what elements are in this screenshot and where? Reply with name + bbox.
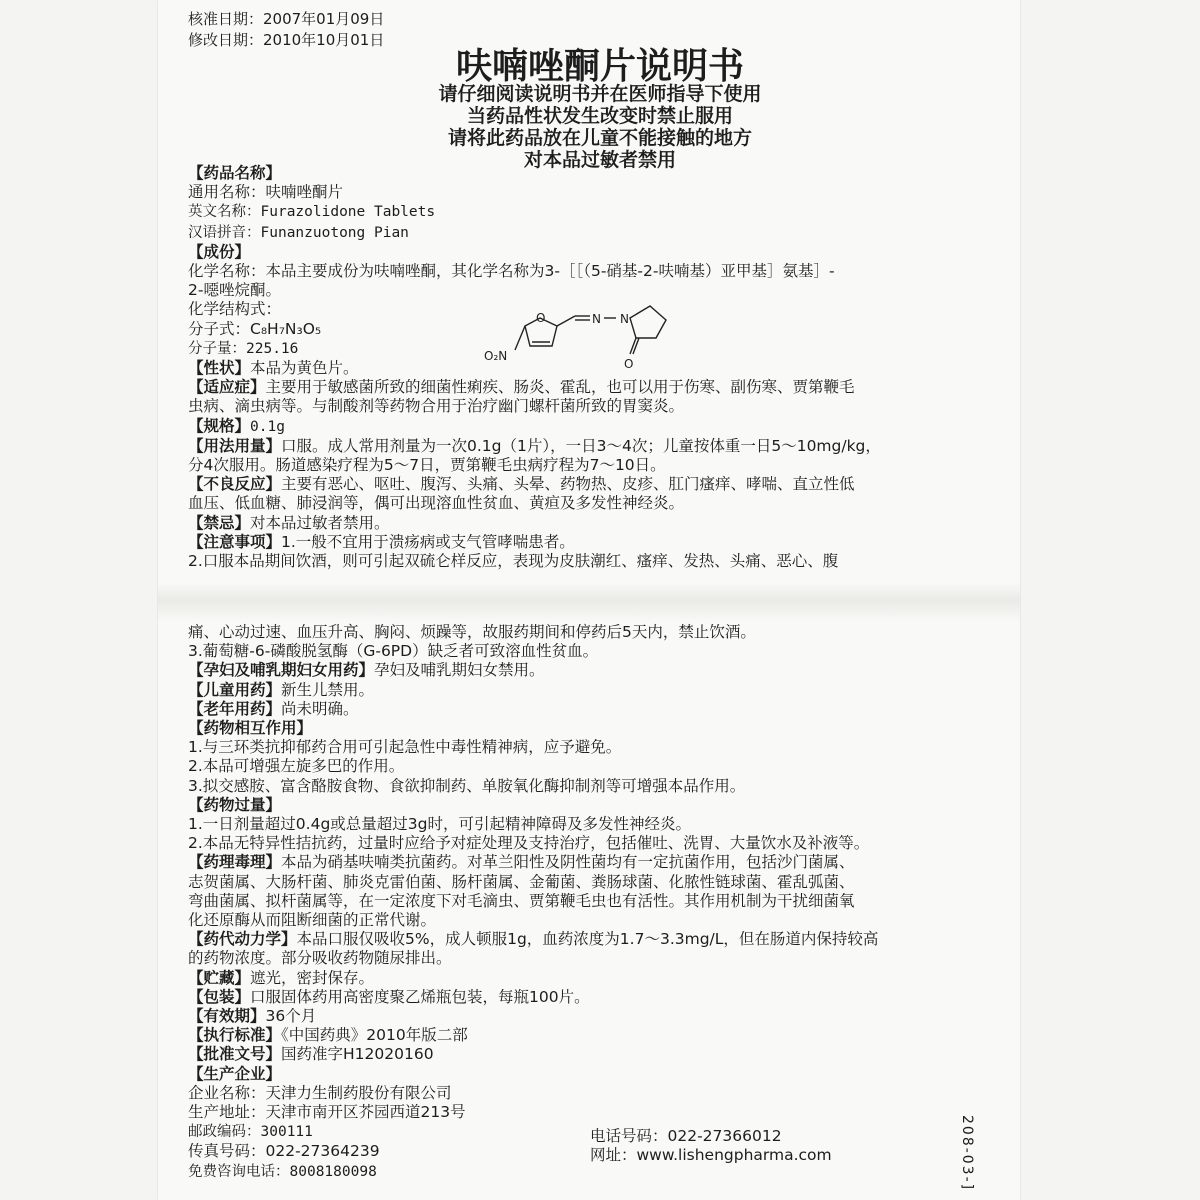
text-line bbox=[188, 378, 1008, 397]
body-text: 3.拟交感胺、富含酪胺食物、食欲抑制药、单胺氧化酶抑制剂等可增强本品作用。 bbox=[188, 776, 746, 795]
text-line bbox=[188, 853, 1008, 872]
section-heading: 【老年用药】 bbox=[188, 699, 282, 718]
text-line bbox=[188, 1045, 1008, 1064]
text-line bbox=[188, 514, 1008, 533]
text-line bbox=[188, 777, 1008, 796]
text-line bbox=[188, 757, 1008, 776]
body-text: 虫病、滴虫病等。与制酸剂等药物合用于治疗幽门螺杆菌所致的胃窦炎。 bbox=[188, 397, 685, 416]
phone-number: 电话号码：022-27366012 bbox=[590, 1127, 782, 1145]
text-line bbox=[188, 494, 1008, 513]
section-heading: 【不良反应】 bbox=[188, 475, 282, 494]
body-text: 0.1g bbox=[250, 418, 285, 435]
text-line bbox=[188, 700, 1008, 719]
body-text: 2.本品无特异性拮抗药，过量时应给予对症处理及支持治疗，包括催吐、洗胃、大量饮水及补液等。 bbox=[188, 834, 870, 853]
ring-oxygen-label: O bbox=[536, 311, 546, 325]
section-heading: 【儿童用药】 bbox=[188, 680, 282, 699]
section-heading: 【用法用量】 bbox=[188, 436, 282, 455]
text-line bbox=[188, 437, 1008, 456]
text-line bbox=[188, 988, 1008, 1007]
body-text: 36个月 bbox=[265, 1007, 317, 1026]
revision-date: 修改日期：2010年10月01日 bbox=[188, 31, 385, 49]
body-text: 尚未明确。 bbox=[281, 699, 359, 718]
text-line bbox=[188, 1007, 1008, 1026]
section-heading: 【适应症】 bbox=[188, 378, 266, 397]
body-text: 弯曲菌属、拟杆菌属等，在一定浓度下对毛滴虫、贾第鞭毛虫也有活性。其作用机制为干扰细菌氧 bbox=[188, 891, 855, 910]
section-heading: 【禁忌】 bbox=[188, 513, 251, 532]
text-line bbox=[188, 1026, 1008, 1045]
body-text: 企业名称：天津力生制药股份有限公司 bbox=[188, 1083, 452, 1102]
section-heading: 【注意事项】 bbox=[188, 532, 282, 551]
amine-nitrogen-label: N bbox=[620, 312, 629, 326]
body-text: 主要有恶心、呕吐、腹泻、头痛、头晕、药物热、皮疹、肛门瘙痒、哮喘、直立性低 bbox=[281, 475, 855, 494]
text-line bbox=[188, 834, 1008, 853]
text-line bbox=[188, 796, 1008, 815]
section-heading: 【执行标准】 bbox=[188, 1026, 282, 1045]
imine-nitrogen-label: N bbox=[592, 312, 601, 326]
warning-line: 对本品过敏者禁用 bbox=[523, 149, 676, 171]
body-text: 2.本品可增强左旋多巴的作用。 bbox=[188, 757, 405, 776]
section-heading: 【贮藏】 bbox=[188, 968, 251, 987]
text-line bbox=[188, 661, 1008, 680]
document-title: 呋喃唑酮片说明书 bbox=[455, 45, 744, 87]
body-text: 《中国药典》2010年版二部 bbox=[281, 1026, 468, 1045]
text-line bbox=[188, 969, 1008, 988]
warning-line: 请将此药品放在儿童不能接触的地方 bbox=[447, 127, 752, 149]
section-heading: 【批准文号】 bbox=[188, 1045, 282, 1064]
body-text: 的药物浓度。部分吸收药物随尿排出。 bbox=[188, 949, 452, 968]
body-text: 化还原酶从而阻断细菌的正常代谢。 bbox=[188, 911, 437, 930]
text-line bbox=[188, 738, 1008, 757]
body-text: 口服。成人常用剂量为一次0.1g（1片），一日3～4次；儿童按体重一日5～10mg/kg， bbox=[281, 436, 881, 455]
section-heading: 【有效期】 bbox=[188, 1007, 266, 1026]
body-text: 生产地址：天津市南开区芥园西道213号 bbox=[188, 1103, 466, 1122]
section-heading: 【性状】 bbox=[188, 359, 251, 378]
body-text: 主要用于敏感菌所致的细菌性痢疾、肠炎、霍乱，也可以用于伤寒、副伤寒、贾第鞭毛 bbox=[265, 378, 855, 397]
text-line bbox=[188, 164, 1008, 183]
section-heading: 【规格】 bbox=[188, 416, 251, 435]
text-line bbox=[188, 183, 1008, 202]
body-text: 传真号码：022-27364239 bbox=[188, 1142, 380, 1161]
body-text: 邮政编码：300111 bbox=[188, 1124, 313, 1141]
body-text: 2.口服本品期间饮酒，则可引起双硫仑样反应，表现为皮肤潮红、瘙痒、发热、头痛、恶心、腹 bbox=[188, 552, 839, 571]
body-text: 志贺菌属、大肠杆菌、肺炎克雷伯菌、肠杆菌属、金葡菌、粪肠球菌、化脓性链球菌、霍乱弧菌、 bbox=[188, 872, 855, 891]
website: 网址：www.lishengpharma.com bbox=[590, 1146, 832, 1164]
text-line bbox=[188, 873, 1008, 892]
body-text: 国药准字H12020160 bbox=[281, 1045, 434, 1064]
text-line bbox=[188, 1103, 1008, 1122]
text-line bbox=[188, 243, 1008, 262]
warning-line: 请仔细阅读说明书并在医师指导下使用 bbox=[438, 83, 762, 105]
body-text: 本品为黄色片。 bbox=[250, 359, 359, 378]
text-line bbox=[188, 397, 1008, 416]
section-heading: 【药品名称】 bbox=[188, 164, 282, 182]
body-text: 对本品过敏者禁用。 bbox=[250, 513, 390, 532]
text-line bbox=[188, 223, 1008, 243]
body-text: 化学结构式： bbox=[188, 300, 282, 319]
body-text: 2-噁唑烷酮。 bbox=[188, 281, 281, 300]
text-line bbox=[188, 930, 1008, 949]
body-text: 1.一般不宜用于溃疡病或支气管哮喘患者。 bbox=[281, 532, 575, 551]
text-line bbox=[188, 949, 1008, 968]
body-text: 英文名称：Furazolidone Tablets bbox=[188, 204, 436, 221]
text-line bbox=[188, 642, 1008, 661]
warning-line: 当药品性状发生改变时禁止服用 bbox=[466, 105, 733, 127]
text-line bbox=[188, 911, 1008, 930]
body-text: 化学名称：本品主要成份为呋喃唑酮，其化学名称为3-［［（5-硝基-2-呋喃基）亚甲基］氨基］- bbox=[188, 262, 835, 281]
carbonyl-oxygen-label: O bbox=[624, 357, 634, 371]
body-text: 分子量：225.16 bbox=[188, 340, 299, 357]
chemical-structure bbox=[480, 298, 670, 376]
body-text: 1.与三环类抗抑郁药合用可引起急性中毒性精神病，应予避免。 bbox=[188, 738, 622, 757]
body-text: 新生儿禁用。 bbox=[281, 680, 375, 699]
section-heading: 【成份】 bbox=[188, 242, 251, 261]
text-line bbox=[188, 456, 1008, 475]
body-text: 本品为硝基呋喃类抗菌药。对革兰阳性及阴性菌均有一定抗菌作用，包括沙门菌属、 bbox=[281, 853, 855, 872]
text-line bbox=[188, 623, 1008, 642]
text-line bbox=[188, 533, 1008, 552]
body-text: 分子式：C₈H₇N₃O₅ bbox=[188, 319, 322, 338]
text-line bbox=[188, 202, 1008, 222]
text-line bbox=[188, 719, 1008, 738]
body-text: 1.一日剂量超过0.4g或总量超过3g时，可引起精神障碍及多发性神经炎。 bbox=[188, 815, 691, 834]
nitro-group-label: O₂N bbox=[484, 349, 508, 363]
section-heading: 【孕妇及哺乳期妇女用药】 bbox=[188, 661, 375, 680]
approval-date: 核准日期：2007年01月09日 bbox=[188, 10, 385, 28]
section-heading: 【药物相互作用】 bbox=[188, 719, 313, 738]
section-heading: 【包装】 bbox=[188, 987, 251, 1006]
fold-crease bbox=[158, 582, 1020, 622]
body-text: 遮光，密封保存。 bbox=[250, 968, 375, 987]
section-heading: 【药代动力学】 bbox=[188, 930, 297, 949]
body-text: 本品口服仅吸收5%，成人顿服1g，血药浓度为1.7～3.3mg/L，但在肠道内保持较高 bbox=[296, 930, 879, 949]
body-text: 口服固体药用高密度聚乙烯瓶包装，每瓶100片。 bbox=[250, 987, 590, 1006]
text-line bbox=[188, 262, 1008, 281]
text-line bbox=[188, 815, 1008, 834]
section-heading: 【药物过量】 bbox=[188, 795, 282, 814]
body-text: 通用名称：呋喃唑酮片 bbox=[188, 183, 344, 202]
text-line bbox=[188, 1065, 1008, 1084]
body-text: 痛、心动过速、血压升高、胸闷、烦躁等，故服药期间和停药后5天内，禁止饮酒。 bbox=[188, 623, 756, 641]
text-line bbox=[188, 892, 1008, 911]
section-heading: 【生产企业】 bbox=[188, 1064, 282, 1083]
text-line bbox=[188, 681, 1008, 700]
body-text: 3.葡萄糖-6-磷酸脱氢酶（G-6PD）缺乏者可致溶血性贫血。 bbox=[188, 642, 599, 661]
body-text: 血压、低血糖、肺浸润等，偶可出现溶血性贫血、黄疸及多发性神经炎。 bbox=[188, 494, 685, 513]
text-line bbox=[188, 1084, 1008, 1103]
text-line bbox=[188, 552, 1008, 571]
body-text: 汉语拼音：Funanzuotong Pian bbox=[188, 224, 409, 241]
body-text: 孕妇及哺乳期妇女禁用。 bbox=[374, 661, 545, 680]
section-heading: 【药理毒理】 bbox=[188, 853, 282, 872]
side-print-code: 208-03-] bbox=[959, 1115, 975, 1192]
body-text: 分4次服用。肠道感染疗程为5～7日，贾第鞭毛虫病疗程为7～10日。 bbox=[188, 456, 666, 475]
body-text: 免费咨询电话：8008180098 bbox=[188, 1163, 377, 1180]
page-two-text bbox=[188, 623, 1008, 1182]
text-line bbox=[188, 417, 1008, 437]
text-line bbox=[188, 475, 1008, 494]
